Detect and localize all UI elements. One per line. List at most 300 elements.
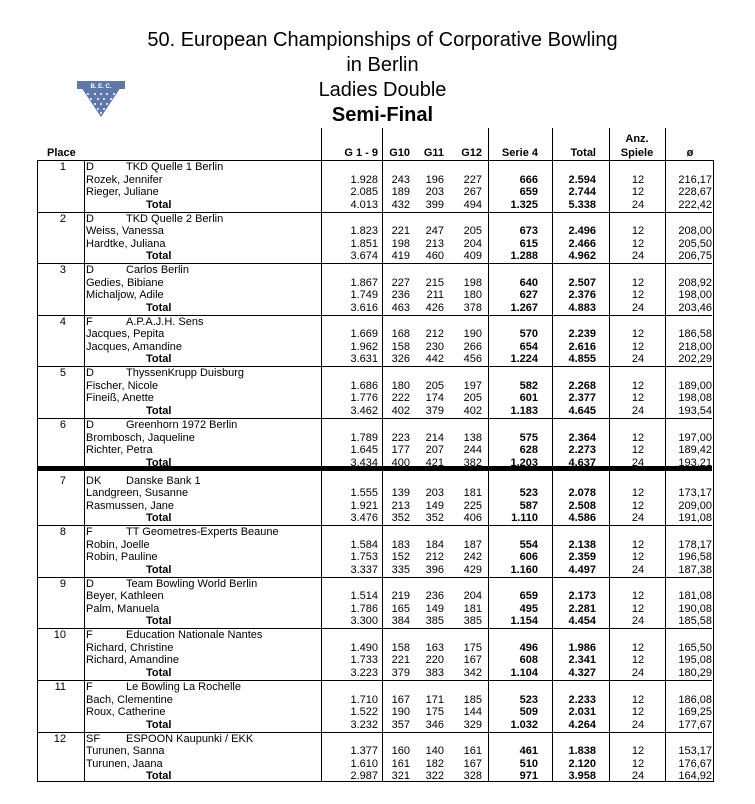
player-games: 12 (631, 538, 645, 551)
player-avg: 189,42 (678, 444, 712, 456)
player-name: Rasmussen, Jane (86, 499, 175, 512)
bec-logo (76, 80, 126, 118)
total-avg: 206,75 (678, 250, 712, 263)
player-g11: 182 (425, 757, 444, 770)
player-total: 2.341 (568, 654, 596, 667)
player-g19: 1.610 (350, 757, 378, 770)
column-divider (488, 161, 489, 781)
player-s4: 509 (519, 706, 538, 718)
total-g12: 342 (463, 666, 482, 679)
total-g19: 3.232 (350, 718, 378, 731)
player-g11: 214 (425, 431, 444, 444)
total-total: 4.855 (568, 353, 596, 366)
player-total: 2.496 (568, 225, 596, 238)
player-s4: 608 (519, 654, 538, 667)
total-total: 4.497 (568, 563, 596, 576)
team-block (38, 526, 712, 578)
total-games: 24 (631, 353, 645, 366)
team-name: TKD Quelle 1 Berlin (126, 161, 224, 173)
player-g11: 212 (425, 551, 444, 564)
player-g10: 222 (391, 392, 410, 405)
team-total-row (38, 770, 712, 783)
player-g11: 205 (425, 379, 444, 392)
player-g10: 183 (391, 538, 410, 551)
header-spiele: Spiele (620, 147, 654, 159)
total-g19: 4.013 (350, 198, 378, 211)
results-table (37, 160, 714, 782)
player-g11: 230 (425, 340, 444, 353)
player-g12: 205 (463, 225, 482, 238)
team-header-row (38, 316, 712, 329)
player-g12: 167 (463, 654, 482, 667)
team-header-row (38, 264, 712, 277)
total-label: Total (146, 770, 172, 783)
player-g19: 1.584 (350, 538, 378, 551)
player-g12: 198 (463, 276, 482, 289)
player-s4: 659 (519, 590, 538, 603)
player-name: Jacques, Pepita (86, 328, 165, 341)
team-total-row (38, 512, 712, 525)
player-g11: 247 (425, 225, 444, 238)
player-g12: 138 (463, 431, 482, 444)
player-s4: 575 (519, 431, 538, 444)
team-header-row (38, 578, 712, 591)
team-header-row (38, 681, 712, 694)
player-g19: 1.928 (350, 173, 378, 186)
player-g19: 1.789 (350, 431, 378, 444)
team-country: D (86, 161, 94, 173)
player-total: 2.273 (568, 444, 596, 456)
player-g10: 161 (391, 757, 410, 770)
header-divider (488, 128, 489, 160)
team-country: D (86, 212, 94, 225)
total-g11: 346 (425, 718, 444, 731)
player-avg: 173,17 (678, 487, 712, 500)
total-label: Total (146, 404, 172, 417)
player-s4: 587 (519, 499, 538, 512)
player-g19: 1.377 (350, 745, 378, 758)
place-number: 9 (59, 577, 66, 590)
total-total: 4.962 (568, 250, 596, 263)
place-number: 8 (59, 526, 66, 539)
player-total: 2.364 (568, 431, 596, 444)
total-g12: 378 (463, 301, 482, 314)
player-g11: 203 (425, 487, 444, 500)
team-header-row (38, 526, 712, 539)
player-row (38, 642, 712, 655)
player-games: 12 (631, 225, 645, 238)
total-g11: 383 (425, 666, 444, 679)
player-name: Weiss, Vanessa (86, 225, 164, 238)
total-games: 24 (631, 456, 645, 469)
total-g19: 3.631 (350, 353, 378, 366)
total-s4: 1.203 (510, 456, 538, 469)
total-g10: 352 (391, 512, 410, 525)
player-s4: 627 (519, 289, 538, 302)
player-avg: 208,92 (678, 276, 712, 289)
place-number: 7 (59, 474, 66, 487)
player-s4: 461 (519, 745, 538, 758)
player-name: Robin, Pauline (86, 551, 158, 564)
team-country: D (86, 577, 94, 590)
team-name: Education Nationale Nantes (126, 629, 263, 642)
player-g10: 221 (391, 225, 410, 238)
team-header-row (38, 161, 712, 174)
total-g11: 352 (425, 512, 444, 525)
total-label: Total (146, 198, 172, 211)
total-games: 24 (631, 404, 645, 417)
player-name: Beyer, Kathleen (86, 590, 164, 603)
player-row (38, 341, 712, 354)
team-country: D (86, 419, 94, 431)
team-header-row (38, 733, 712, 746)
player-g10: 160 (391, 745, 410, 758)
total-total: 4.586 (568, 512, 596, 525)
team-country: DK (86, 474, 102, 487)
player-g11: 213 (425, 237, 444, 250)
player-name: Landgreen, Susanne (86, 487, 189, 500)
total-g12: 429 (463, 563, 482, 576)
player-avg: 198,08 (678, 392, 712, 405)
team-name: A.P.A.J.H. Sens (126, 315, 204, 328)
header-g12: G12 (461, 147, 482, 159)
player-name: Gedies, Bibiane (86, 276, 164, 289)
total-total: 4.637 (568, 456, 596, 469)
team-country: F (86, 315, 93, 328)
player-s4: 582 (519, 379, 538, 392)
player-row (38, 328, 712, 341)
player-total: 2.173 (568, 590, 596, 603)
player-g11: 207 (425, 444, 444, 456)
player-g12: 244 (463, 444, 482, 456)
total-g11: 396 (425, 563, 444, 576)
player-games: 12 (631, 237, 645, 250)
player-g12: 266 (463, 340, 482, 353)
player-row (38, 603, 712, 616)
column-divider (552, 161, 553, 781)
player-name: Richter, Petra (86, 444, 153, 456)
total-avg: 180,29 (678, 666, 712, 679)
total-g10: 379 (391, 666, 410, 679)
logo-text: B. E. C. (90, 84, 112, 90)
player-name: Bach, Clementine (86, 693, 173, 706)
total-g12: 409 (463, 250, 482, 263)
place-divider (84, 161, 85, 781)
player-row (38, 694, 712, 707)
total-g10: 432 (391, 198, 410, 211)
player-row (38, 380, 712, 393)
player-games: 12 (631, 340, 645, 353)
player-g11: 212 (425, 328, 444, 341)
total-s4: 1.104 (510, 666, 538, 679)
total-g12: 494 (463, 198, 482, 211)
player-row (38, 539, 712, 552)
player-name: Michaljow, Adile (86, 289, 164, 302)
player-total: 2.507 (568, 276, 596, 289)
total-g11: 421 (425, 456, 444, 469)
player-name: Turunen, Sanna (86, 745, 165, 758)
header-total: Total (570, 147, 596, 159)
place-number: 6 (59, 419, 66, 431)
player-row (38, 706, 712, 719)
player-s4: 659 (519, 186, 538, 198)
player-avg: 209,00 (678, 499, 712, 512)
total-label: Total (146, 250, 172, 263)
team-name: Danske Bank 1 (126, 474, 201, 487)
player-games: 12 (631, 757, 645, 770)
total-total: 3.958 (568, 770, 596, 783)
total-g10: 463 (391, 301, 410, 314)
player-g12: 175 (463, 641, 482, 654)
player-s4: 495 (519, 602, 538, 615)
player-avg: 205,50 (678, 237, 712, 250)
player-row (38, 432, 712, 445)
total-s4: 1.288 (510, 250, 538, 263)
total-avg: 191,08 (678, 512, 712, 525)
player-avg: 181,08 (678, 590, 712, 603)
total-s4: 1.160 (510, 563, 538, 576)
total-s4: 1.325 (510, 198, 538, 211)
team-header-row (38, 629, 712, 642)
team-header-row (38, 475, 712, 488)
player-g10: 180 (391, 379, 410, 392)
player-s4: 523 (519, 487, 538, 500)
player-g12: 205 (463, 392, 482, 405)
total-label: Total (146, 718, 172, 731)
total-label: Total (146, 353, 172, 366)
team-name: Le Bowling La Rochelle (126, 681, 241, 693)
player-avg: 208,00 (678, 225, 712, 238)
player-s4: 615 (519, 237, 538, 250)
player-g12: 204 (463, 590, 482, 603)
player-s4: 654 (519, 340, 538, 353)
total-s4: 1.154 (510, 615, 538, 628)
player-name: Hardtke, Juliana (86, 237, 166, 250)
player-name: Turunen, Jaana (86, 757, 163, 770)
total-avg: 193,21 (678, 456, 712, 469)
player-g19: 1.851 (350, 237, 378, 250)
team-name: TKD Quelle 2 Berlin (126, 212, 224, 225)
player-games: 12 (631, 328, 645, 341)
player-row (38, 238, 712, 251)
total-avg: 187,38 (678, 563, 712, 576)
total-g10: 326 (391, 353, 410, 366)
player-g10: 219 (391, 590, 410, 603)
player-s4: 673 (519, 225, 538, 238)
header-average: ø (686, 147, 694, 159)
player-row (38, 444, 712, 457)
total-avg: 193,54 (678, 404, 712, 417)
player-g19: 1.753 (350, 551, 378, 564)
player-total: 2.239 (568, 328, 596, 341)
player-name: Fineiß, Anette (86, 392, 154, 405)
player-g10: 168 (391, 328, 410, 341)
team-country: F (86, 629, 93, 642)
total-g19: 3.434 (350, 456, 378, 469)
player-g11: 174 (425, 392, 444, 405)
player-row (38, 174, 712, 187)
player-avg: 169,25 (678, 706, 712, 718)
player-g10: 152 (391, 551, 410, 564)
player-row (38, 186, 712, 199)
player-row (38, 500, 712, 513)
player-games: 12 (631, 289, 645, 302)
player-g12: 225 (463, 499, 482, 512)
player-g10: 158 (391, 340, 410, 353)
team-total-row (38, 564, 712, 577)
team-name: ESPOON Kaupunki / EKK (126, 732, 254, 745)
header-divider (552, 128, 553, 160)
team-block (38, 475, 712, 527)
player-g11: 149 (425, 499, 444, 512)
player-g19: 1.823 (350, 225, 378, 238)
total-s4: 1.032 (510, 718, 538, 731)
player-g12: 181 (463, 487, 482, 500)
player-s4: 496 (519, 641, 538, 654)
player-g19: 1.733 (350, 654, 378, 667)
player-s4: 640 (519, 276, 538, 289)
player-name: Rieger, Juliane (86, 186, 159, 198)
total-g19: 3.223 (350, 666, 378, 679)
total-g10: 357 (391, 718, 410, 731)
player-g12: 267 (463, 186, 482, 198)
player-row (38, 289, 712, 302)
player-total: 2.376 (568, 289, 596, 302)
player-g12: 204 (463, 237, 482, 250)
player-g11: 196 (425, 173, 444, 186)
total-games: 24 (631, 615, 645, 628)
total-g12: 385 (463, 615, 482, 628)
player-name: Roux, Catherine (86, 706, 166, 718)
player-name: Robin, Joelle (86, 538, 150, 551)
total-avg: 203,46 (678, 301, 712, 314)
player-games: 12 (631, 431, 645, 444)
title-line-2: in Berlin (346, 54, 419, 76)
player-avg: 218,00 (678, 340, 712, 353)
player-g19: 1.710 (350, 693, 378, 706)
total-total: 4.454 (568, 615, 596, 628)
team-total-row (38, 719, 712, 732)
player-avg: 178,17 (678, 538, 712, 551)
player-row (38, 745, 712, 758)
total-label: Total (146, 301, 172, 314)
team-total-row (38, 405, 712, 418)
team-block (38, 733, 712, 785)
total-total: 4.264 (568, 718, 596, 731)
player-games: 12 (631, 392, 645, 405)
team-block (38, 264, 712, 316)
player-total: 2.268 (568, 379, 596, 392)
place-number: 5 (59, 367, 66, 380)
player-avg: 190,08 (678, 602, 712, 615)
player-avg: 153,17 (678, 745, 712, 758)
player-g19: 1.962 (350, 340, 378, 353)
total-g11: 322 (425, 770, 444, 783)
player-g10: 223 (391, 431, 410, 444)
total-g12: 328 (463, 770, 482, 783)
player-g10: 221 (391, 654, 410, 667)
player-g19: 1.669 (350, 328, 378, 341)
player-g11: 163 (425, 641, 444, 654)
team-header-row (38, 213, 712, 226)
column-divider (382, 161, 383, 781)
player-g10: 158 (391, 641, 410, 654)
player-g19: 1.514 (350, 590, 378, 603)
player-g12: 197 (463, 379, 482, 392)
player-games: 12 (631, 173, 645, 186)
player-avg: 228,67 (678, 186, 712, 198)
player-g12: 181 (463, 602, 482, 615)
player-total: 2.594 (568, 173, 596, 186)
team-name: Greenhorn 1972 Berlin (126, 419, 238, 431)
total-g12: 382 (463, 456, 482, 469)
player-games: 12 (631, 276, 645, 289)
player-row (38, 551, 712, 564)
team-block (38, 316, 712, 368)
total-label: Total (146, 615, 172, 628)
player-g12: 190 (463, 328, 482, 341)
player-g12: 185 (463, 693, 482, 706)
player-name: Richard, Christine (86, 641, 174, 654)
team-country: SF (86, 732, 101, 745)
total-total: 4.883 (568, 301, 596, 314)
total-g10: 400 (391, 456, 410, 469)
player-s4: 570 (519, 328, 538, 341)
total-games: 24 (631, 718, 645, 731)
total-avg: 177,67 (678, 718, 712, 731)
team-header-row (38, 367, 712, 380)
player-games: 12 (631, 641, 645, 654)
total-label: Total (146, 512, 172, 525)
player-name: Rozek, Jennifer (86, 173, 163, 186)
header-place: Place (47, 147, 76, 159)
total-label: Total (146, 666, 172, 679)
player-total: 2.377 (568, 392, 596, 405)
total-avg: 222,42 (678, 198, 712, 211)
player-row (38, 487, 712, 500)
player-g19: 2.085 (350, 186, 378, 198)
total-g12: 456 (463, 353, 482, 366)
player-g10: 243 (391, 173, 410, 186)
team-block (38, 367, 712, 419)
player-g11: 211 (426, 289, 444, 302)
player-total: 1.986 (568, 641, 596, 654)
team-country: F (86, 526, 93, 539)
total-avg: 185,58 (678, 615, 712, 628)
player-total: 2.508 (568, 499, 596, 512)
player-row (38, 758, 712, 771)
player-total: 2.078 (568, 487, 596, 500)
player-games: 12 (631, 487, 645, 500)
player-games: 12 (631, 745, 645, 758)
place-number: 4 (59, 315, 66, 328)
header-serie4: Serie 4 (501, 147, 538, 159)
player-g19: 1.867 (350, 276, 378, 289)
player-avg: 176,67 (678, 757, 712, 770)
player-g11: 149 (425, 602, 444, 615)
player-g10: 165 (391, 602, 410, 615)
player-total: 2.281 (568, 602, 596, 615)
place-number: 2 (59, 212, 66, 225)
place-number: 10 (53, 629, 66, 642)
player-total: 2.744 (568, 186, 596, 198)
team-block (38, 578, 712, 630)
team-country: D (86, 367, 94, 380)
total-games: 24 (631, 250, 645, 263)
total-g19: 3.616 (350, 301, 378, 314)
player-total: 2.138 (568, 538, 596, 551)
team-block (38, 419, 712, 471)
